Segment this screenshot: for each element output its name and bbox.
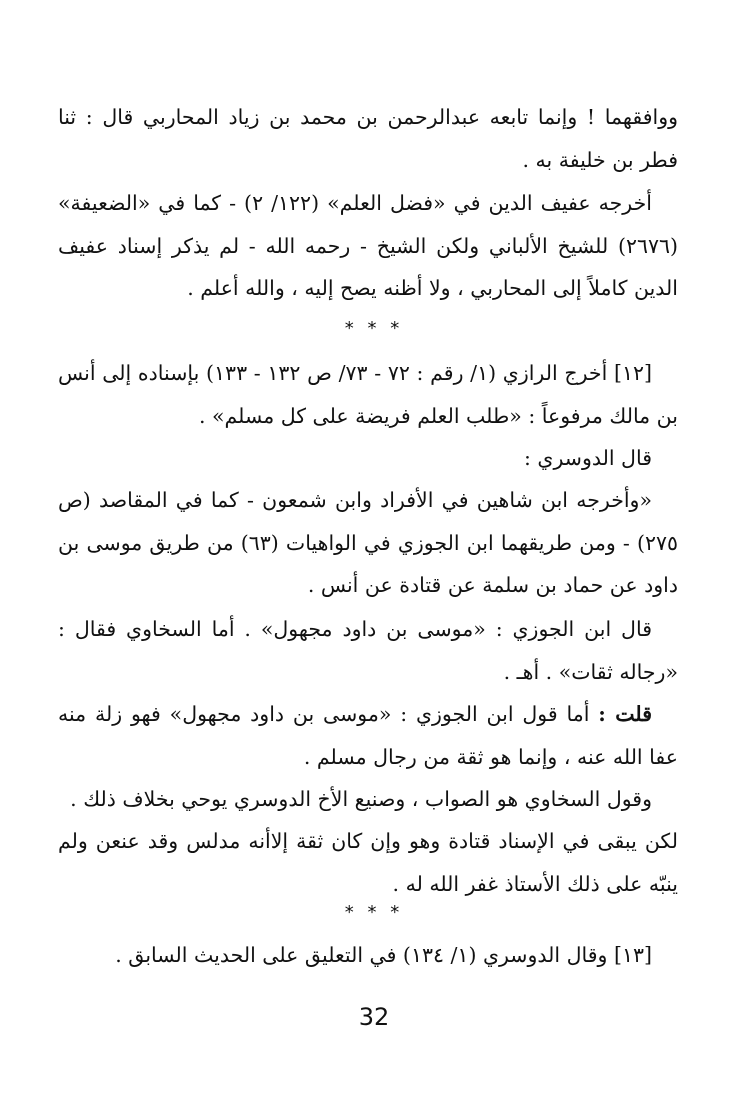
page-number: 32	[358, 1003, 390, 1031]
paragraph-1: ووافقهما ! وإنما تابعه عبدالرحمن بن محمد بن زياد المحاربي قال : ثنا فطر بن خليفة به .	[58, 105, 678, 172]
separator-stars-1: * * *	[344, 318, 404, 339]
paragraph-8: وقول السخاوي هو الصواب ، وصنيع الأخ الدوسري يوحي بخلاف ذلك .	[70, 787, 652, 811]
separator-stars-2: * * *	[344, 902, 404, 923]
note-text: أما قول ابن الجوزي : «موسى بن داود مجهول» فهو زلة منه عفا الله عنه ، وإنما هو ثقة من رجال مسلم .	[58, 702, 678, 769]
paragraph-6: قال ابن الجوزي : «موسى بن داود مجهول» . أما السخاوي فقال : «رجاله ثقات» . أهـ .	[58, 617, 678, 684]
paragraph-7	[58, 693, 678, 778]
paragraph-3: [١٢] أخرج الرازي (١/ رقم : ٧٢ - ٧٣/ ص ١٣٢ - ١٣٣) بإسناده إلى أنس بن مالك مرفوعاً : «طلب العلم فريضة على كل مسلم» .	[58, 361, 678, 428]
paragraph-4: قال الدوسري :	[523, 446, 652, 470]
paragraph-10: [١٣] وقال الدوسري (١/ ١٣٤) في التعليق على الحديث السابق .	[115, 943, 652, 967]
paragraph-9: لكن يبقى في الإسناد قتادة وهو وإن كان ثقة إلاأنه مدلس وقد عنعن ولم ينبّه على ذلك الأستاذ غفر الله له .	[58, 829, 678, 896]
paragraph-5: «وأخرجه ابن شاهين في الأفراد وابن شمعون - كما في المقاصد (ص ٢٧٥) - ومن طريقهما ابن الجوزي في الواهيات (٦٣) من طريق موسى بن داود عن حماد بن سلمة عن قتادة عن أنس .	[58, 488, 678, 597]
paragraph-2: أخرجه عفيف الدين في «فضل العلم» (١٢٢/ ٢) - كما في «الضعيفة» (٢٦٧٦) للشيخ الألباني ولكن الشيخ - رحمه الله - لم يذكر إسناد عفيف الدين كاملاً إلى المحاربي ، ولا أظنه يصح إليه ، والله أعلم .	[58, 191, 678, 300]
note-label: قلت :	[598, 702, 653, 726]
